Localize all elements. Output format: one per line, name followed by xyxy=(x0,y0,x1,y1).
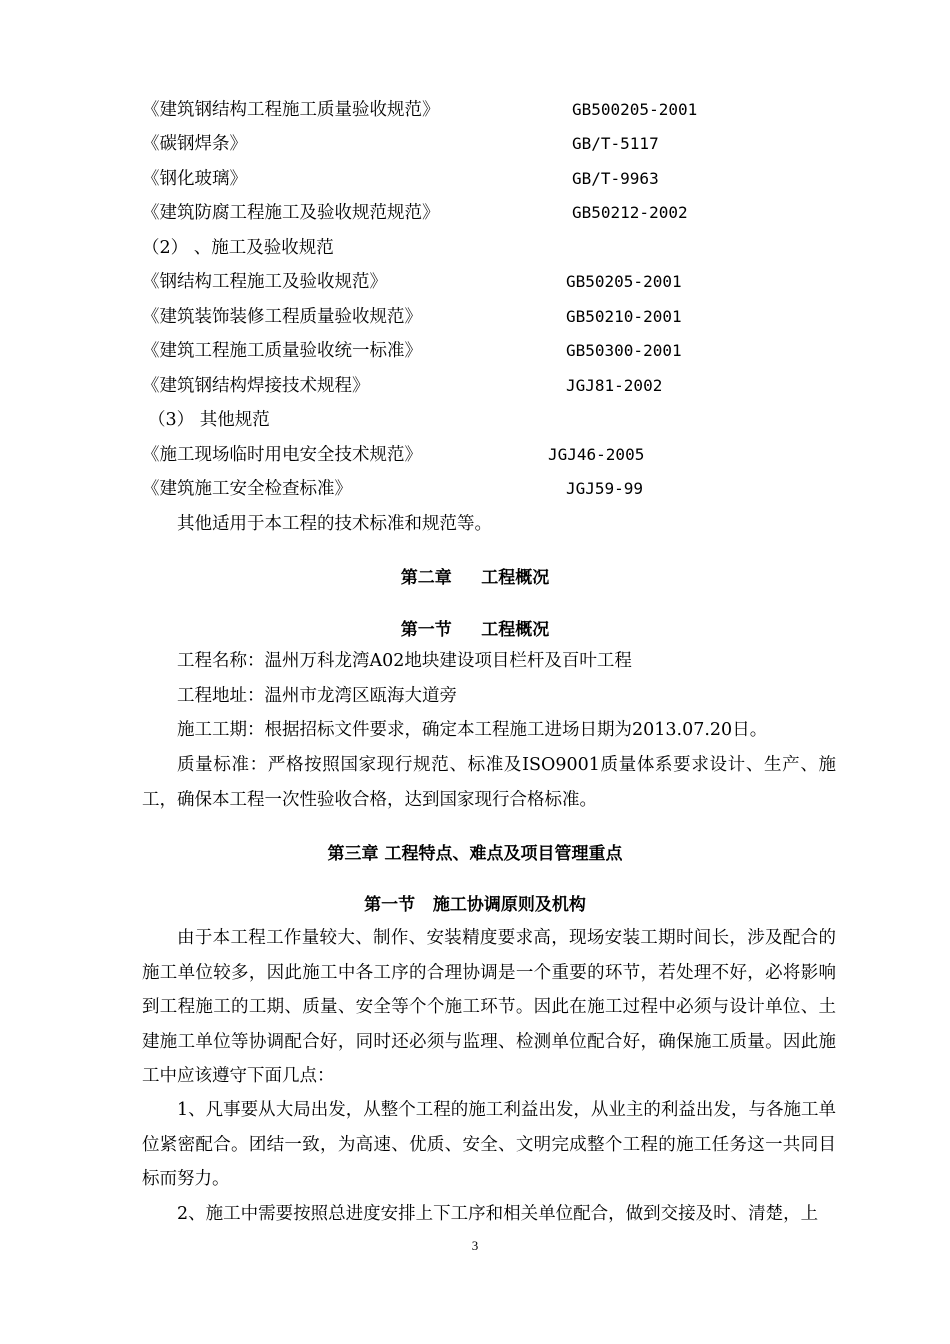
standard-code: GB500205-2001 xyxy=(572,100,698,119)
standard-code: GB/T-5117 xyxy=(572,134,659,153)
coordination-point-2: 2、施工中需要按照总进度安排上下工序和相关单位配合，做到交接及时、清楚，上 xyxy=(177,1204,819,1224)
subheading-other-standards: （3） 其他规范 xyxy=(148,410,270,430)
standard-code: GB50210-2001 xyxy=(566,307,682,326)
other-standards-text: 其他适用于本工程的技术标准和规范等。 xyxy=(177,514,492,534)
standard-title: 《建筑装饰装修工程质量验收规范》 xyxy=(142,307,422,327)
chapter-3-title: 第三章 工程特点、难点及项目管理重点 xyxy=(327,844,623,864)
project-duration: 施工工期：根据招标文件要求，确定本工程施工进场日期为2013.07.20日。 xyxy=(177,720,768,740)
standard-title: 《钢化玻璃》 xyxy=(142,169,247,189)
standard-code: GB/T-9963 xyxy=(572,169,659,188)
page-number: 3 xyxy=(471,1238,479,1253)
subheading-acceptance-standards: （2） 、施工及验收规范 xyxy=(142,238,334,258)
quality-standard-paragraph: 质量标准：严格按照国家现行规范、标准及ISO9001质量体系要求设计、生产、施工，确保本工程一次性验收合格，达到国家现行合格标准。 xyxy=(142,755,836,810)
standard-code: GB50205-2001 xyxy=(566,272,682,291)
standard-title: 《建筑防腐工程施工及验收规范规范》 xyxy=(142,203,440,223)
chapter-2-title: 第二章 工程概况 xyxy=(400,568,550,588)
standard-title: 《建筑钢结构焊接技术规程》 xyxy=(142,376,370,396)
standard-title: 《建筑施工安全检查标准》 xyxy=(142,479,352,499)
standard-code: JGJ81-2002 xyxy=(566,376,663,395)
standard-title: 《碳钢焊条》 xyxy=(142,134,247,154)
standard-code: GB50300-2001 xyxy=(566,341,682,360)
standard-title: 《施工现场临时用电安全技术规范》 xyxy=(142,445,422,465)
project-address: 工程地址：温州市龙湾区瓯海大道旁 xyxy=(177,686,457,706)
standard-code: GB50212-2002 xyxy=(572,203,688,222)
standard-title: 《钢结构工程施工及验收规范》 xyxy=(142,272,387,292)
coordination-intro-paragraph: 由于本工程工作量较大、制作、安装精度要求高，现场安装工期时间长，涉及配合的施工单位较多，因此施工中各工序的合理协调是一个重要的环节，若处理不好，必将影响到工程施工的工期、质量、安全等个个施工环节。因此在施工过程中必须与设计单位、土建施工单位等协调配合好，同时还必须与监理、检测单位配合好，确保施工质量。因此施工中应该遵守下面几点： xyxy=(142,928,836,1086)
project-name: 工程名称：温州万科龙湾A02地块建设项目栏杆及百叶工程 xyxy=(177,651,632,671)
coordination-point-1: 1、凡事要从大局出发，从整个工程的施工利益出发，从业主的利益出发，与各施工单位紧密配合。团结一致，为高速、优质、安全、文明完成整个工程的施工任务这一共同目标而努力。 xyxy=(142,1100,836,1189)
standard-code: JGJ59-99 xyxy=(566,479,644,498)
chapter-3-section-1-title: 第一节 施工协调原则及机构 xyxy=(364,895,586,915)
standard-title: 《建筑钢结构工程施工质量验收规范》 xyxy=(142,100,440,120)
standard-title: 《建筑工程施工质量验收统一标准》 xyxy=(142,341,422,361)
chapter-2-section-1-title: 第一节 工程概况 xyxy=(400,620,550,640)
standard-code: JGJ46-2005 xyxy=(548,445,645,464)
